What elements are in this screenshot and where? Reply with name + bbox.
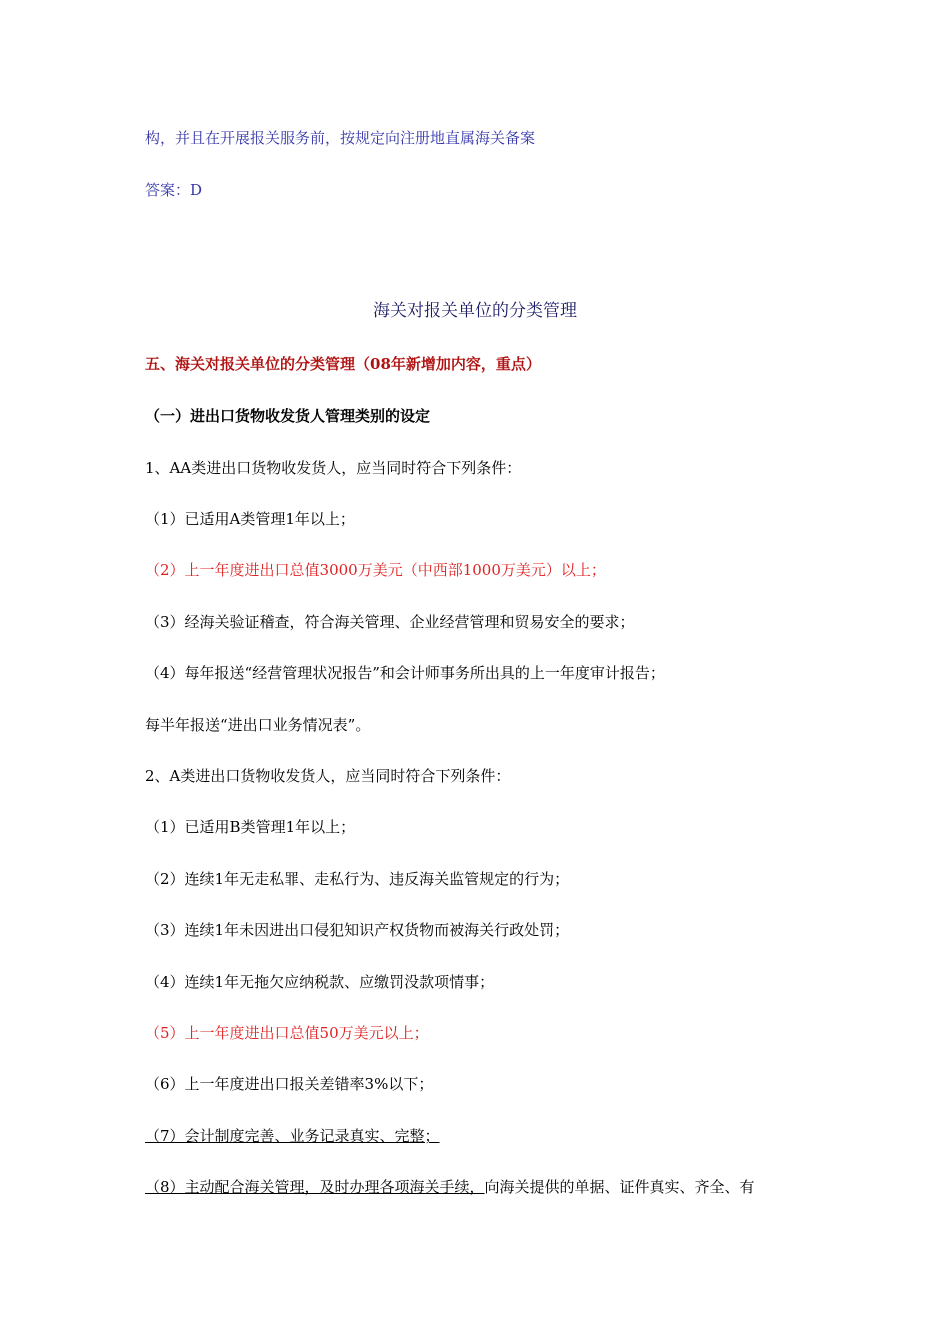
a-item-8-underlined: （8）主动配合海关管理，及时办理各项海关手续， — [145, 1178, 485, 1196]
a-item-5: （5）上一年度进出口总值50万美元以上； — [145, 1024, 429, 1042]
a-item-2: （2）连续1年无走私罪、走私行为、违反海关监管规定的行为； — [145, 870, 570, 888]
continuation-text: 构，并且在开展报关服务前，按规定向注册地直属海关备案 — [145, 129, 536, 147]
aa-item-4-cont: 每半年报送“进出口业务情况表”。 — [145, 716, 371, 734]
a-item-8-rest: 向海关提供的单据、证件真实、齐全、有 — [484, 1178, 755, 1196]
a-item-7: （7）会计制度完善、业务记录真实、完整； — [145, 1127, 440, 1145]
subheading-one: （一）进出口货物收发货人管理类别的设定 — [145, 407, 431, 425]
a-item-6: （6）上一年度进出口报关差错率3%以下； — [145, 1075, 434, 1093]
aa-item-4: （4）每年报送“经营管理状况报告”和会计师事务所出具的上一年度审计报告； — [145, 664, 665, 682]
a-item-4: （4）连续1年无拖欠应纳税款、应缴罚没款项情事； — [145, 973, 495, 991]
answer-text: 答案：D — [145, 181, 203, 199]
aa-item-2: （2）上一年度进出口总值3000万美元（中西部1000万美元）以上； — [145, 561, 606, 579]
aa-item-1: （1）已适用A类管理1年以上； — [145, 510, 355, 528]
a-item-8 — [145, 1177, 755, 1197]
a-intro: 2、A类进出口货物收发货人，应当同时符合下列条件： — [145, 767, 511, 785]
aa-intro: 1、AA类进出口货物收发货人，应当同时符合下列条件： — [145, 459, 522, 477]
a-item-1: （1）已适用B类管理1年以上； — [145, 818, 356, 836]
heading-five: 五、海关对报关单位的分类管理（08年新增加内容，重点） — [145, 355, 541, 373]
a-item-3: （3）连续1年未因进出口侵犯知识产权货物而被海关行政处罚； — [145, 921, 570, 939]
aa-item-3: （3）经海关验证稽查，符合海关管理、企业经营管理和贸易安全的要求； — [145, 613, 635, 631]
section-title: 海关对报关单位的分类管理 — [373, 301, 577, 321]
